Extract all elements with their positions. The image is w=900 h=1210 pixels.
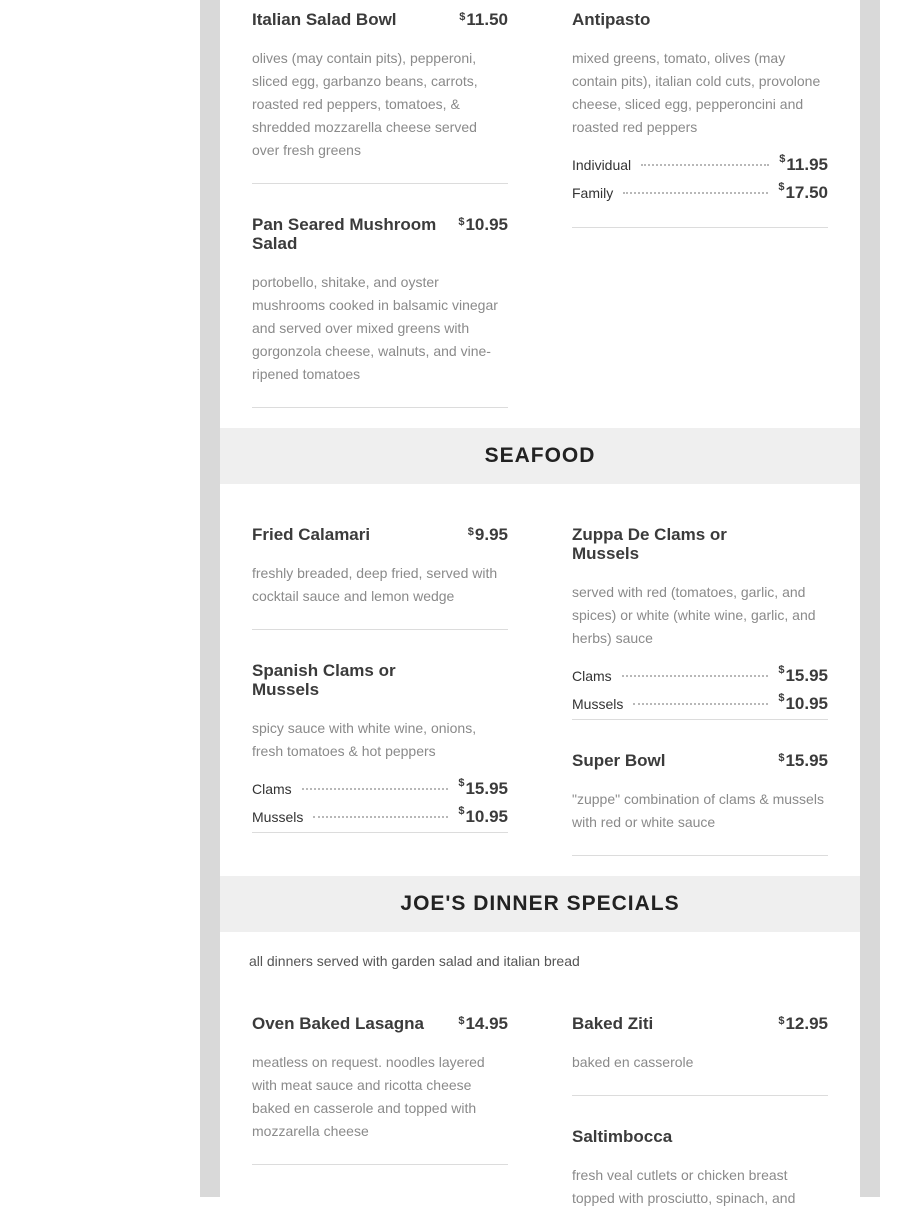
item-name: Fried Calamari <box>252 525 371 544</box>
item-description: olives (may contain pits), pepperoni, sliced egg, garbanzo beans, carrots, roasted red peppers, tomatoes, & shredded mozzarella cheese served over fresh greens <box>252 50 478 158</box>
item-price: $9.95 <box>467 525 508 544</box>
menu-item-antipasto <box>572 10 828 211</box>
menu-item-mushroom-salad <box>252 215 508 386</box>
menu-item-italian-salad-bowl <box>252 10 508 162</box>
item-description: served with red (tomatoes, garlic, and spices) or white (white wine, garlic, and herbs) sauce <box>572 584 816 646</box>
menu-item-saltimbocca <box>572 1127 828 1210</box>
divider <box>252 183 508 184</box>
section-note: all dinners served with garden salad and italian bread <box>249 953 580 969</box>
divider <box>252 407 508 408</box>
page-margin-left <box>200 0 220 1197</box>
item-name: Super Bowl <box>572 751 666 770</box>
item-description: baked en casserole <box>572 1054 694 1070</box>
divider <box>252 1164 508 1165</box>
item-description: freshly breaded, deep fried, served with cocktail sauce and lemon wedge <box>252 565 498 604</box>
item-name: Baked Ziti <box>572 1014 654 1033</box>
item-price: $14.95 <box>458 1014 508 1033</box>
price-row-clams: Clams $15.95 <box>572 664 828 685</box>
menu-item-lasagna <box>252 1014 508 1143</box>
price-row-clams: Clams $15.95 <box>252 777 508 798</box>
item-description: fresh veal cutlets or chicken breast topped with prosciutto, spinach, and <box>572 1167 796 1206</box>
item-name: Spanish Clams or Mussels <box>252 661 396 699</box>
item-description: spicy sauce with white wine, onions, fresh tomatoes & hot peppers <box>252 720 477 759</box>
item-price: $12.95 <box>778 1014 828 1033</box>
divider <box>252 629 508 630</box>
page-margin-right <box>860 0 880 1197</box>
menu-item-baked-ziti <box>572 1014 828 1074</box>
section-title-seafood: SEAFOOD <box>220 428 860 484</box>
item-price: $15.95 <box>778 751 828 770</box>
item-description: "zuppe" combination of clams & mussels with red or white sauce <box>572 791 824 830</box>
item-name: Italian Salad Bowl <box>252 10 397 29</box>
divider <box>572 227 828 228</box>
menu-item-fried-calamari <box>252 525 508 608</box>
divider <box>572 719 828 720</box>
item-description: portobello, shitake, and oyster mushrooms cooked in balsamic vinegar and served over mixed greens with gorgonzola cheese, walnuts, and vine-ripened tomatoes <box>252 274 498 382</box>
item-description: meatless on request. noodles layered with meat sauce and ricotta cheese baked en casserole and topped with mozzarella cheese <box>252 1054 485 1139</box>
price-row-mussels: Mussels $10.95 <box>572 692 828 713</box>
divider <box>252 832 508 833</box>
price-row-family: Family $17.50 <box>572 181 828 202</box>
menu-item-spanish-clams <box>252 661 508 835</box>
menu-item-zuppa <box>572 525 828 722</box>
item-name: Antipasto <box>572 10 651 29</box>
divider <box>572 855 828 856</box>
menu-item-super-bowl <box>572 751 828 834</box>
item-name: Pan Seared Mushroom Salad <box>252 215 437 253</box>
item-description: mixed greens, tomato, olives (may contain pits), italian cold cuts, provolone cheese, sliced egg, pepperoncini and roasted red peppers <box>572 50 821 135</box>
item-name: Saltimbocca <box>572 1127 673 1146</box>
item-name: Zuppa De Clams or Mussels <box>572 525 727 563</box>
item-price: $10.95 <box>458 215 508 234</box>
price-row-mussels: Mussels $10.95 <box>252 805 508 826</box>
item-price: $11.50 <box>459 10 508 29</box>
divider <box>572 1095 828 1096</box>
item-name: Oven Baked Lasagna <box>252 1014 424 1033</box>
price-row-individual: Individual $11.95 <box>572 153 828 174</box>
section-title-dinner-specials: JOE'S DINNER SPECIALS <box>220 876 860 932</box>
